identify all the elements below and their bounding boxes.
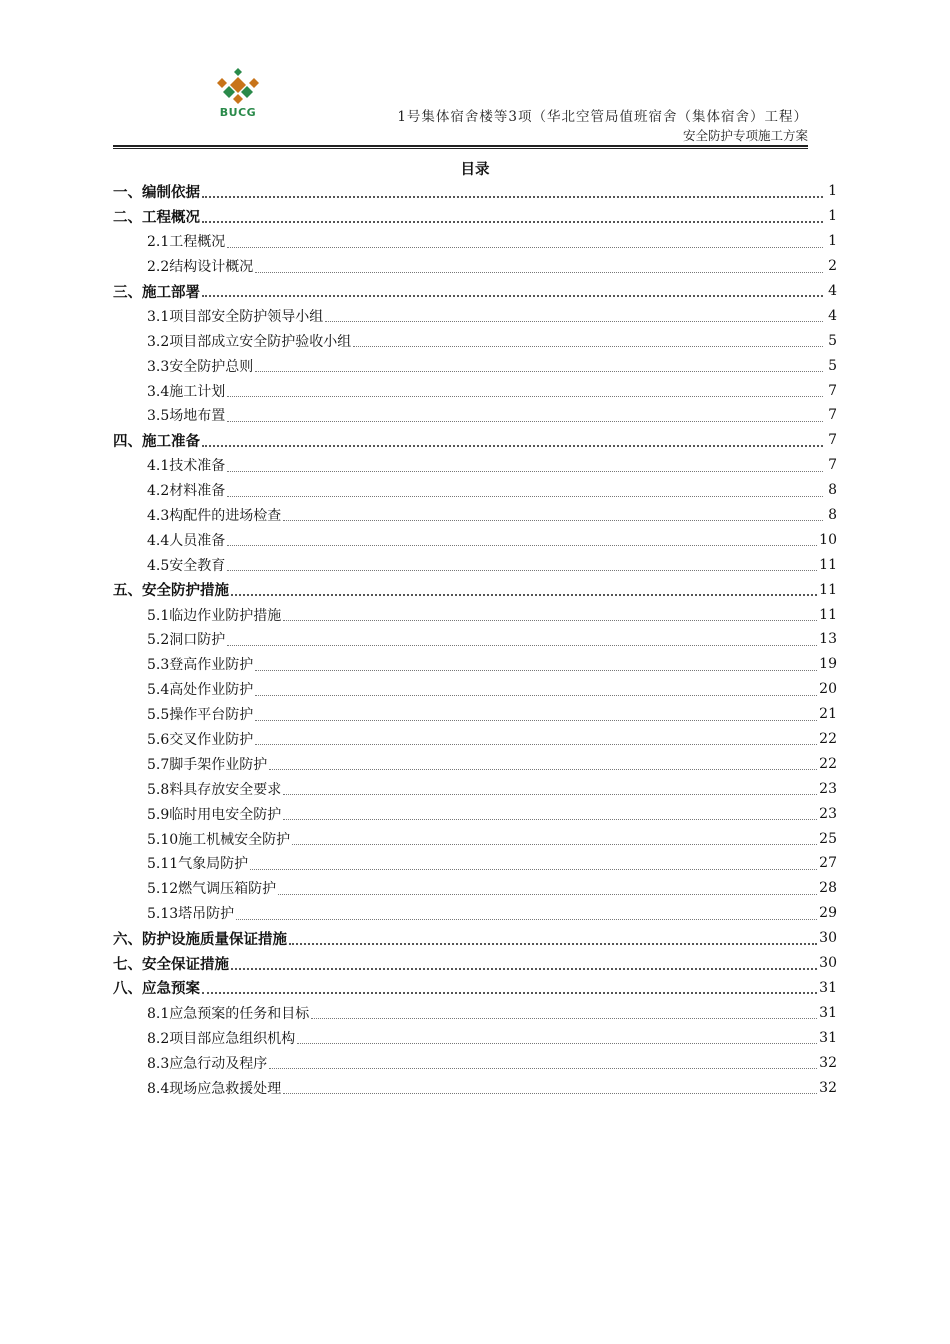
toc-page-number: 4 [828,283,837,299]
toc-dot-leader [227,396,823,397]
toc-entry-label: 2.1工程概况 [147,234,226,251]
toc-dot-leader [227,496,823,497]
toc-page-number: 27 [819,855,837,872]
document-title: 1号集体宿舍楼等3项（华北空管局值班宿舍（集体宿舍）工程） [397,109,808,125]
toc-section-entry[interactable] [113,428,837,453]
toc-section-entry[interactable] [113,577,837,602]
toc-page-number: 10 [819,531,837,548]
toc-entry-label: 4.4人员准备 [147,532,226,549]
toc-dot-leader [231,594,817,596]
toc-page-number: 32 [819,1079,837,1096]
toc-page-number: 2 [828,258,837,275]
toc-page-number: 7 [828,457,837,474]
toc-page-number: 1 [828,208,837,225]
toc-page-number: 11 [819,556,837,573]
toc-page-number: 7 [828,407,837,424]
toc-entry-label: 5.7脚手架作业防护 [147,756,268,773]
toc-subsection-entry[interactable] [113,1000,837,1025]
toc-dot-leader [202,992,817,994]
toc-page-number: 8 [828,482,837,499]
toc-entry-label: 5.12燃气调压箱防护 [147,881,277,898]
toc-dot-leader [283,794,817,795]
toc-page-number: 1 [828,233,837,250]
toc-page-number: 20 [819,681,837,698]
toc-dot-leader [227,421,823,422]
toc-page-number: 7 [828,382,837,399]
toc-page-number: 28 [819,880,837,897]
toc-subsection-entry[interactable] [113,702,837,727]
toc-page-number: 11 [819,606,837,623]
toc-subsection-entry[interactable] [113,328,837,353]
toc-dot-leader [202,196,823,198]
toc-subsection-entry[interactable] [113,801,837,826]
toc-entry-label: 4.3构配件的进场检查 [147,508,282,525]
toc-heading: 目录 [460,162,490,178]
toc-entry-label: 5.4高处作业防护 [147,682,254,699]
toc-entry-label: 八、应急预案 [113,981,200,998]
toc-section-entry[interactable] [113,179,837,204]
toc-dot-leader [227,645,817,646]
toc-entry-label: 5.3登高作业防护 [147,657,254,674]
toc-page-number: 7 [828,432,837,449]
toc-subsection-entry[interactable] [113,503,837,528]
toc-entry-label: 5.9临时用电安全防护 [147,806,282,823]
toc-page-number: 31 [819,979,837,996]
toc-entry-label: 5.1临边作业防护措施 [147,607,282,624]
toc-dot-leader [353,346,823,347]
toc-entry-label: 5.8料具存放安全要求 [147,781,282,798]
toc-entry-label: 4.2材料准备 [147,483,226,500]
toc-entry-label: 8.1应急预案的任务和目标 [147,1005,310,1022]
toc-dot-leader [202,221,823,223]
toc-page-number: 11 [819,581,837,598]
toc-page-number: 1 [828,183,837,200]
toc-section-entry[interactable] [113,976,837,1001]
toc-dot-leader [297,1043,817,1044]
toc-entry-label: 一、编制依据 [113,184,200,201]
toc-page-number: 30 [819,930,837,947]
toc-entry-label: 二、工程概况 [113,209,200,226]
toc-page-number: 5 [828,332,837,349]
toc-subsection-entry[interactable] [113,229,837,254]
toc-entry-label: 3.4施工计划 [147,383,226,400]
toc-dot-leader [283,1093,817,1094]
toc-subsection-entry[interactable] [113,303,837,328]
toc-dot-leader [227,471,823,472]
toc-dot-leader [227,545,817,546]
toc-entry-label: 5.13塔吊防护 [147,906,235,923]
toc-entry-label: 七、安全保证措施 [113,956,229,973]
toc-entry-label: 2.2结构设计概况 [147,259,254,276]
toc-subsection-entry[interactable] [113,1025,837,1050]
toc-entry-label: 5.11气象局防护 [147,856,249,873]
toc-entry-label: 8.3应急行动及程序 [147,1055,268,1072]
toc-dot-leader [236,919,817,920]
toc-subsection-entry[interactable] [113,403,837,428]
toc-subsection-entry[interactable] [113,826,837,851]
toc-dot-leader [269,769,817,770]
toc-page-number: 31 [819,1004,837,1021]
toc-entry-label: 5.5操作平台防护 [147,707,254,724]
toc-entry-label: 8.2项目部应急组织机构 [147,1030,296,1047]
toc-page-number: 32 [819,1054,837,1071]
toc-entry-label: 六、防护设施质量保证措施 [113,931,287,948]
toc-page-number: 19 [819,656,837,673]
toc-dot-leader [255,720,817,721]
toc-dot-leader [283,520,823,521]
toc-dot-leader [227,570,817,571]
document-subtitle: 安全防护专项施工方案 [682,128,808,143]
bucg-emblem-icon [216,66,260,106]
header-rule [113,145,808,149]
toc-dot-leader [202,445,823,447]
toc-dot-leader [278,894,817,895]
toc-page-number: 23 [819,780,837,797]
toc-subsection-entry[interactable] [113,552,837,577]
toc-dot-leader [227,247,823,248]
toc-page-number: 22 [819,731,837,748]
toc-dot-leader [250,869,817,870]
toc-dot-leader [325,321,823,322]
toc-page-number: 29 [819,905,837,922]
toc-entry-label: 8.4现场应急救援处理 [147,1080,282,1097]
toc-subsection-entry[interactable] [113,652,837,677]
toc-dot-leader [283,819,817,820]
toc-dot-leader [283,620,817,621]
toc-dot-leader [289,943,817,945]
toc-subsection-entry[interactable] [113,453,837,478]
toc-dot-leader [231,968,817,970]
toc-section-entry[interactable] [113,926,837,951]
toc-page-number: 8 [828,507,837,524]
toc-subsection-entry[interactable] [113,478,837,503]
toc-dot-leader [269,1068,817,1069]
toc-dot-leader [292,844,817,845]
toc-dot-leader [255,371,823,372]
toc-dot-leader [255,670,817,671]
toc-page-number: 23 [819,805,837,822]
toc-dot-leader [202,295,823,297]
toc-page-number: 25 [819,830,837,847]
toc-entry-label: 5.2洞口防护 [147,632,226,649]
toc-dot-leader [255,744,817,745]
toc-subsection-entry[interactable] [113,527,837,552]
toc-subsection-entry[interactable] [113,727,837,752]
toc-subsection-entry[interactable] [113,851,837,876]
toc-entry-label: 三、施工部署 [113,284,200,301]
toc-entry-label: 3.1项目部安全防护领导小组 [147,308,324,325]
toc-subsection-entry[interactable] [113,378,837,403]
toc-dot-leader [311,1018,817,1019]
toc-entry-label: 3.2项目部成立安全防护验收小组 [147,333,352,350]
toc-subsection-entry[interactable] [113,627,837,652]
toc-subsection-entry[interactable] [113,677,837,702]
toc-entry-label: 四、施工准备 [113,433,200,450]
toc-entry-label: 3.3安全防护总则 [147,358,254,375]
toc-subsection-entry[interactable] [113,602,837,627]
toc-entry-label: 5.10施工机械安全防护 [147,831,291,848]
toc-page-number: 4 [828,307,837,324]
logo-text: BUCG [219,106,257,119]
toc-subsection-entry[interactable] [113,1050,837,1075]
toc-entry-label: 4.1技术准备 [147,458,226,475]
toc-section-entry[interactable] [113,204,837,229]
toc-subsection-entry[interactable] [113,353,837,378]
table-of-contents [113,179,837,1100]
toc-entry-label: 4.5安全教育 [147,557,226,574]
toc-subsection-entry[interactable] [113,876,837,901]
toc-section-entry[interactable] [113,279,837,304]
toc-entry-label: 3.5场地布置 [147,408,226,425]
toc-entry-label: 5.6交叉作业防护 [147,732,254,749]
toc-dot-leader [255,272,823,273]
toc-page-number: 21 [819,706,837,723]
toc-entry-label: 五、安全防护措施 [113,583,229,600]
toc-page-number: 30 [819,955,837,972]
toc-subsection-entry[interactable] [113,751,837,776]
toc-subsection-entry[interactable] [113,776,837,801]
toc-section-entry[interactable] [113,951,837,976]
toc-page-number: 13 [819,631,837,648]
toc-subsection-entry[interactable] [113,254,837,279]
toc-subsection-entry[interactable] [113,1075,837,1100]
toc-page-number: 5 [828,357,837,374]
toc-page-number: 22 [819,755,837,772]
toc-subsection-entry[interactable] [113,901,837,926]
toc-dot-leader [255,695,817,696]
toc-page-number: 31 [819,1029,837,1046]
